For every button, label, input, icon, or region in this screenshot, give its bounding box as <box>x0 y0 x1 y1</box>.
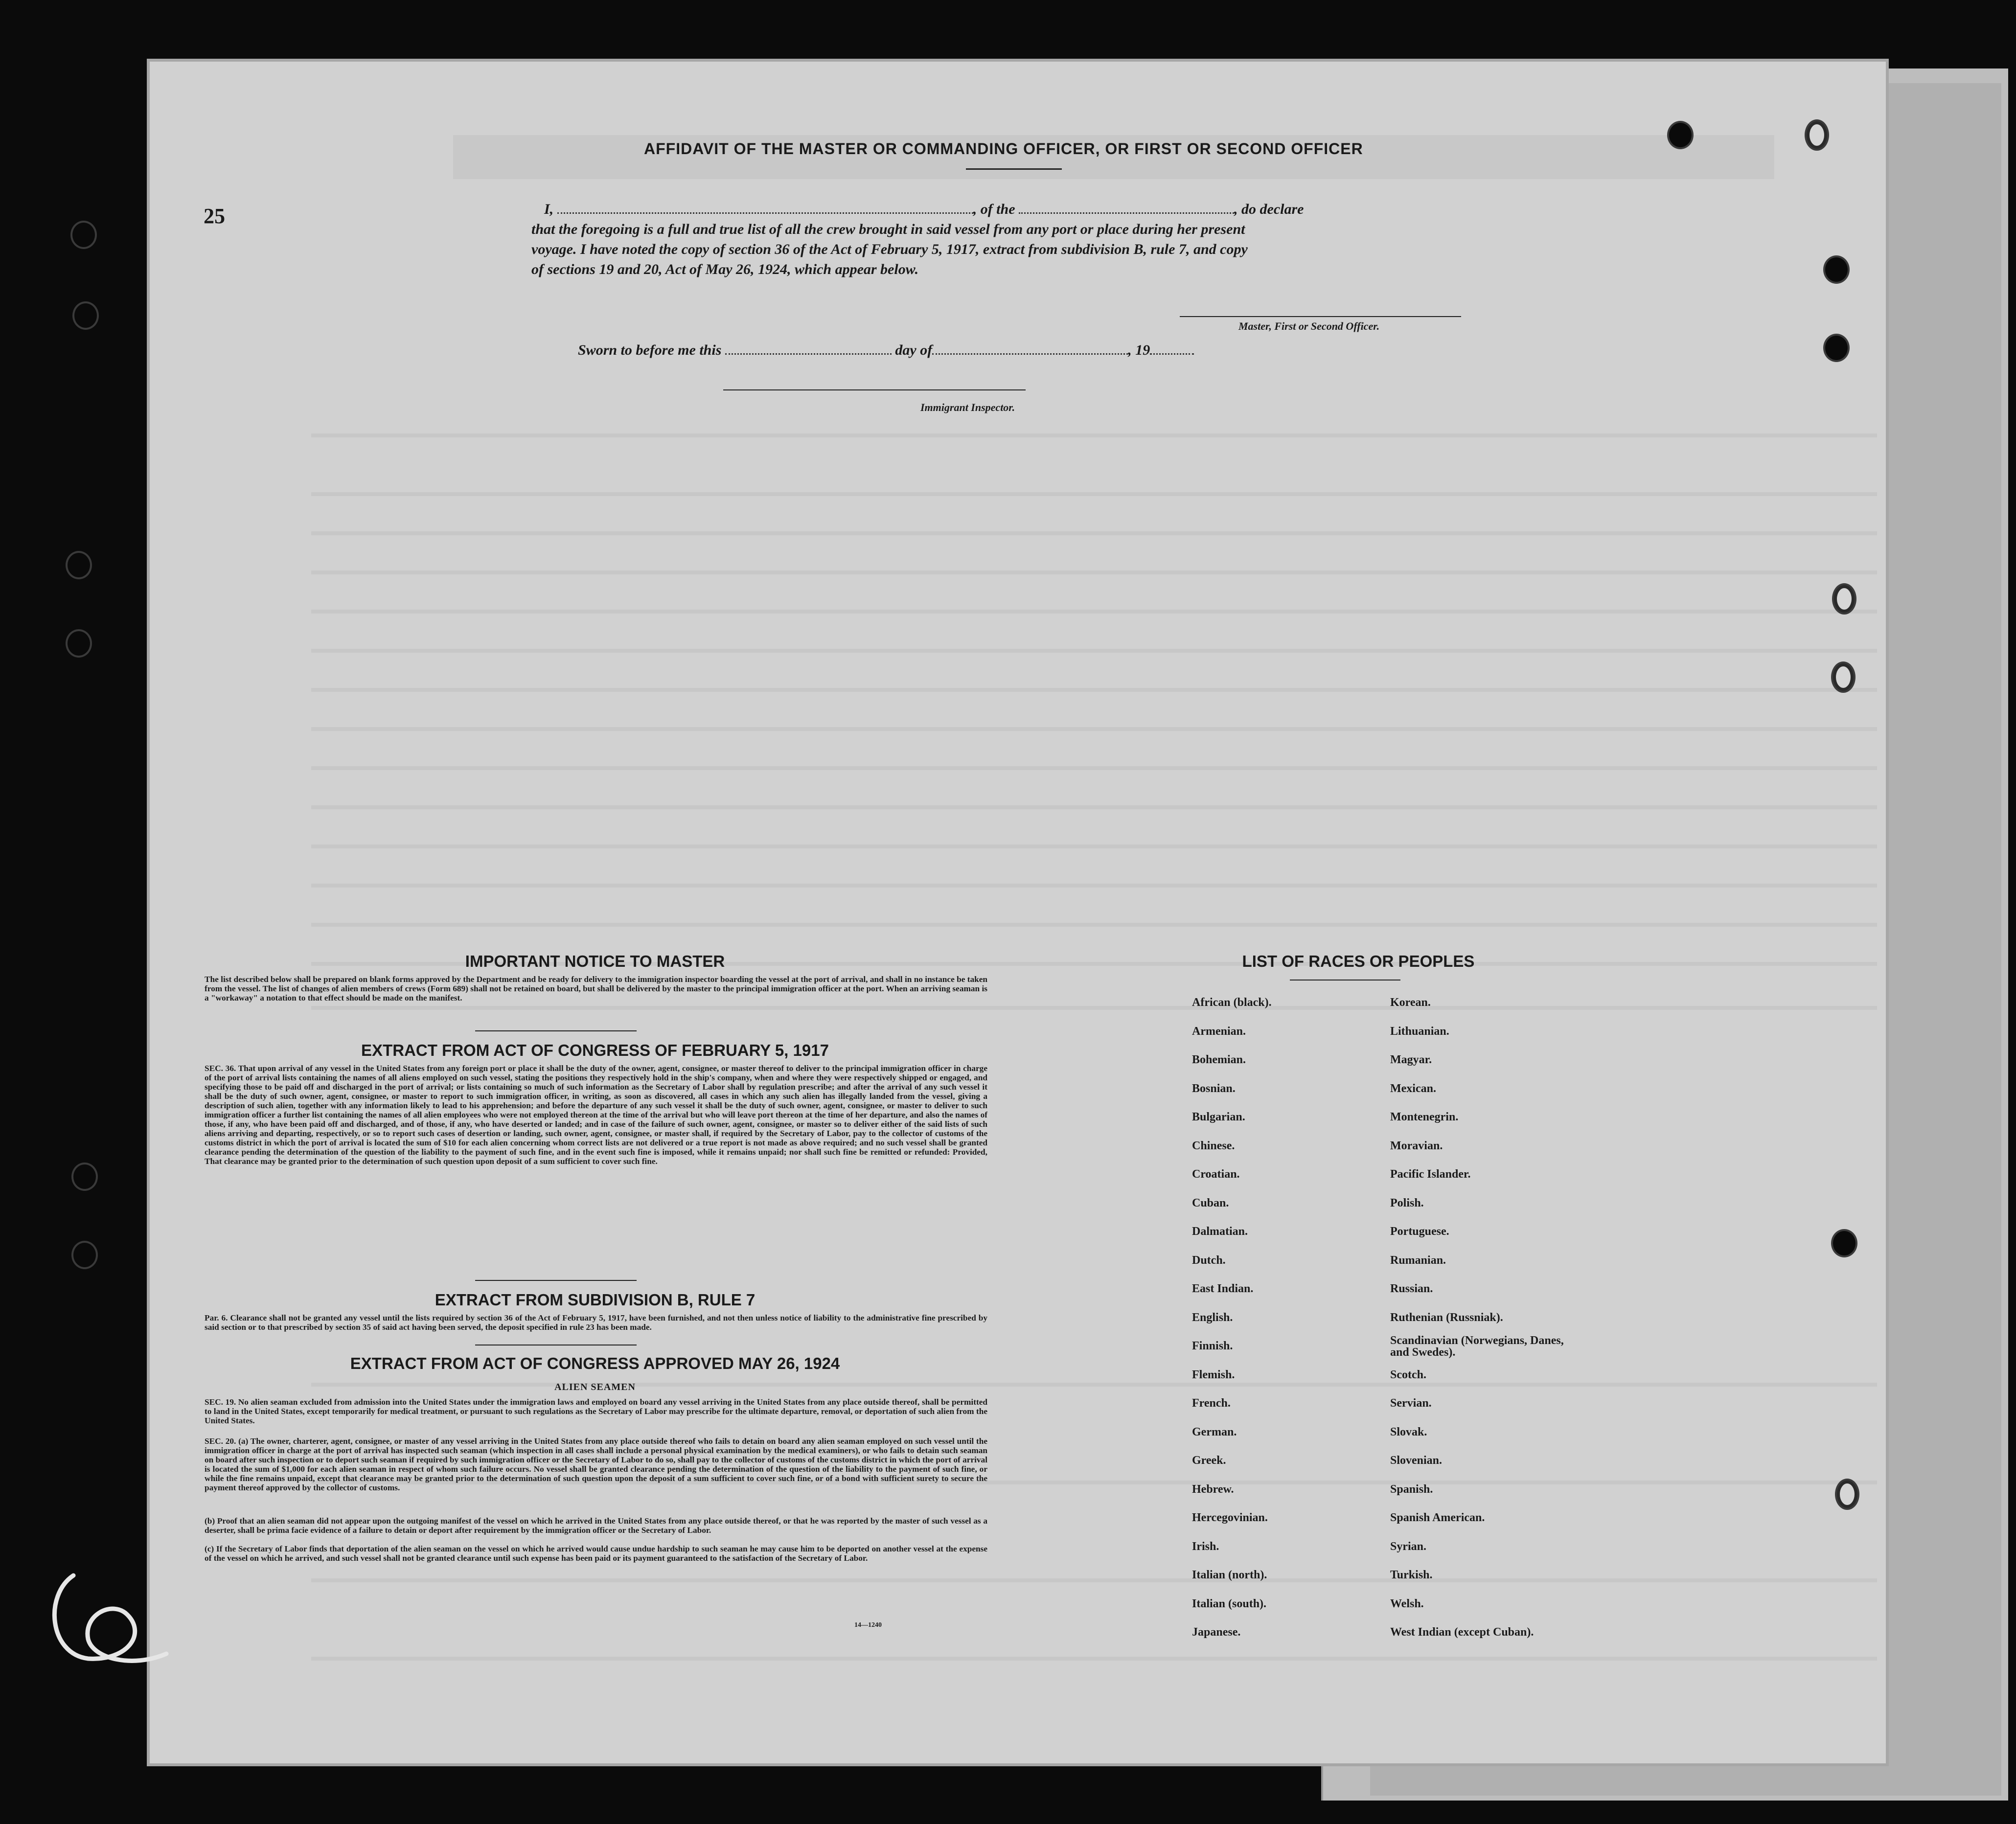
extract-rule7-text: Par. 6. Clearance shall not be granted any vessel until the lists required by section 36 of the Act of February 5, 1917, have been furnished, and not then unless notice of liability to the administrative fine prescribed by said section or to that prescribed by section 35 of said act having been served, the deposit specified in rule 23 has been made. <box>205 1313 987 1332</box>
handwritten-mark <box>29 1556 176 1683</box>
race-item: French. <box>1192 1397 1231 1410</box>
race-item: Scotch. <box>1390 1368 1426 1381</box>
race-item: Polish. <box>1390 1196 1424 1209</box>
corner-number: 25 <box>204 204 225 228</box>
master-signature-line[interactable] <box>1180 316 1461 317</box>
race-item: West Indian (except Cuban). <box>1390 1626 1534 1639</box>
master-signature-label: Master, First or Second Officer. <box>1238 320 1380 332</box>
extract-1924-sec19: SEC. 19. No alien seaman excluded from admission into the United States under the immigration laws and employed on board any vessel arriving in the United States from any place outside thereof, shall be permitted to land in the United States, except temporarily for medical treatment, or pursuant to such regulations as the Secretary of Labor may prescribe for the ultimate departure, removal, or deportation of such alien from the United States. <box>205 1397 987 1425</box>
race-item: Italian (south). <box>1192 1597 1267 1610</box>
race-item: Flemish. <box>1192 1368 1235 1381</box>
binder-hole-icon <box>1833 663 1854 691</box>
race-item: German. <box>1192 1425 1237 1438</box>
sworn-year-blank[interactable] <box>1150 353 1194 355</box>
race-item: Bulgarian. <box>1192 1111 1245 1123</box>
binder-hole-icon <box>1825 336 1848 360</box>
race-item: Italian (north). <box>1192 1569 1267 1581</box>
race-item: Ruthenian (Russniak). <box>1390 1311 1503 1324</box>
binder-hole-icon <box>1807 121 1827 149</box>
race-item: Bohemian. <box>1192 1053 1246 1066</box>
race-item: Turkish. <box>1390 1569 1433 1581</box>
extract-1917-text: SEC. 36. That upon arrival of any vessel in the United States from any foreign port or place it shall be the duty of the owner, agent, consignee, or master thereof to deliver to the principal immigration officer in charge of the port of arrival lists containing the names of all aliens employed on such vessel, stating the positions they respectively hold in the ship's company, when and where they were respectively shipped or engaged, and specifying those to be paid off and discharged in the port of arrival; or lists containing so much of such information as the Secretary of Labor shall by regulation prescribe; and after the arrival of any such vessel it shall be the duty of such owner, agent, consignee, or master to report to such immigration officer, in writing, as soon as discovered, all cases in which any such alien has illegally landed from the vessel, giving a description of such alien, together with any information likely to lead to his apprehension; and before the departure of any such vessel it shall be the duty of such owner, agent, consignee, or master to deliver to such immigration officer a further list containing the names of all alien employees who were not employed thereon at the time of the arrival but who will leave port thereon at the time of her departure, and also the names of those, if any, who have been paid off and discharged, and of those, if any, who have deserted or landed; and in case of the failure of such owner, agent, consignee, or master so to deliver either of the said lists of such aliens arriving and departing, respectively, or so to report such cases of desertion or landing, such owner, agent, consignee, or master shall, if required by the Secretary of Labor, pay to the collector of customs of the customs district in which the port of arrival is located the sum of $10 for each alien concerning whom correct lists are not delivered or a true report is not made as above required; and no such vessel shall be granted clearance pending the determination of the question of the liability to the payment of such fine, and in the event such fine is imposed, while it remains unpaid; nor shall such fine be remitted or refunded: Provided, That clearance may be granted prior to the determination of such question upon deposit of a sum sufficient to cover such fine. <box>205 1064 987 1166</box>
title-underline <box>966 168 1062 170</box>
race-item: Servian. <box>1390 1397 1432 1410</box>
affidavit-line1: I, , of the , do declare <box>544 201 1304 217</box>
binder-hole-icon <box>72 223 95 247</box>
affidavit-line4: of sections 19 and 20, Act of May 26, 1924, which appear below. <box>531 261 919 277</box>
affidavit-line3: voyage. I have noted the copy of section 36 of the Act of February 5, 1917, extract from subdivision B, rule 7, and copy <box>531 241 1248 257</box>
race-item: Hercegovinian. <box>1192 1511 1268 1524</box>
binder-hole-icon <box>1837 1481 1857 1508</box>
race-item: Magyar. <box>1390 1053 1432 1066</box>
notice-title: IMPORTANT NOTICE TO MASTER <box>465 952 725 970</box>
race-item: Spanish. <box>1390 1482 1433 1496</box>
races-title: LIST OF RACES OR PEOPLES <box>1242 952 1475 970</box>
extract-1917-title: EXTRACT FROM ACT OF CONGRESS OF FEBRUARY 5, 1917 <box>361 1041 829 1059</box>
race-item: English. <box>1192 1311 1233 1324</box>
binder-hole-icon <box>73 1243 96 1267</box>
vessel-name-blank[interactable] <box>1019 212 1234 214</box>
race-item: Greek. <box>1192 1454 1226 1467</box>
race-item: Finnish. <box>1192 1340 1233 1352</box>
inspector-signature-line[interactable] <box>723 389 1026 390</box>
race-item: Dutch. <box>1192 1254 1226 1267</box>
race-item: Syrian. <box>1390 1540 1427 1553</box>
binder-hole-icon <box>1825 257 1848 282</box>
race-item: African (black). <box>1192 996 1272 1009</box>
binder-hole-icon <box>73 1164 96 1189</box>
affidavit-title: AFFIDAVIT OF THE MASTER OR COMMANDING OFFICER, OR FIRST OR SECOND OFFICER <box>644 140 1363 158</box>
binder-hole-icon <box>68 553 90 577</box>
affidavit-line2: that the foregoing is a full and true list of all the crew brought in said vessel from any port or place during her present <box>531 221 1245 237</box>
bleed-through-crew-list <box>150 62 1886 1763</box>
section-divider <box>475 1280 637 1281</box>
race-item: Scandinavian (Norwegians, Danes, and Swedes). <box>1390 1334 1564 1359</box>
race-item: Montenegrin. <box>1390 1111 1459 1123</box>
race-item: Cuban. <box>1192 1196 1229 1209</box>
race-item: Hebrew. <box>1192 1482 1234 1496</box>
sworn-day-blank[interactable] <box>725 353 892 355</box>
race-item: Irish. <box>1192 1540 1219 1553</box>
race-item: Croatian. <box>1192 1168 1240 1181</box>
extract-rule7-title: EXTRACT FROM SUBDIVISION B, RULE 7 <box>435 1291 756 1309</box>
race-item: Spanish American. <box>1390 1511 1485 1524</box>
notice-text: The list described below shall be prepared on blank forms approved by the Department and be ready for delivery to the immigration inspector boarding the vessel at the port of arrival, and shall in no instance be taken from the vessel. The list of changes of alien members of crews (Form 689) shall not be retained on board, but shall be delivered by the master to the principal immigration officer at the port. When an arriving seaman is a "workaway" a notation to that effect should be made on the manifest. <box>205 975 987 1003</box>
sworn-month-blank[interactable] <box>932 353 1128 355</box>
race-item: Pacific Islander. <box>1390 1168 1471 1181</box>
binder-hole-icon <box>68 631 90 656</box>
extract-1924-sec20b: (b) Proof that an alien seaman did not appear upon the outgoing manifest of the vessel on which he arrived in the United States from any place outside thereof, or that he was reported by the master of such vessel as a deserter, shall be prima facie evidence of a failure to detain or deport after requirement by the immigration officer or the Secretary of Labor. <box>205 1516 987 1535</box>
master-name-blank[interactable] <box>557 212 973 214</box>
race-item: Japanese. <box>1192 1626 1241 1639</box>
extract-1924-subtitle: ALIEN SEAMEN <box>554 1382 636 1392</box>
extract-1924-sec20c: (c) If the Secretary of Labor finds that deportation of the alien seaman on the vessel on which he arrived would cause undue hardship to such seaman he may cause him to be deported on another vessel at the expense of the vessel on which he arrived, and such vessel shall not be granted clearance until such expense has been paid or its payment guaranteed to the satisfaction of the Secretary of Labor. <box>205 1544 987 1563</box>
sworn-line: Sworn to before me this day of , 19 <box>578 341 1194 360</box>
form-number: 14—1240 <box>854 1621 882 1629</box>
race-item: Korean. <box>1390 996 1431 1009</box>
race-item: Portuguese. <box>1390 1225 1449 1238</box>
extract-1924-sec20a: SEC. 20. (a) The owner, charterer, agent, consignee, or master of any vessel arriving in the United States from any place outside thereof who fails to detain on board any alien seaman employed on such vessel until the immigration officer in charge at the port of arrival has inspected such seaman (which inspection in all cases shall include a personal physical examination by the medical examiners), or who fails to detain such seaman on board after such inspection or to deport such seaman if required by such immigration officer or the Secretary of Labor to do so, shall pay to the collector of customs of the customs district in which the port of arrival is located the sum of $1,000 for each alien seaman in respect of whom such failure occurs. No vessel shall be granted clearance pending the determination of the question of the liability to the payment of such fine, or while the fine remains unpaid, except that clearance may be granted prior to the determination of such question upon the deposit of a sum sufficient to cover such fine, or of a bond with sufficient surety to secure the payment thereof approved by the collector of customs. <box>205 1436 987 1492</box>
race-item: Slovenian. <box>1390 1454 1443 1467</box>
race-item: Slovak. <box>1390 1425 1427 1438</box>
race-item: Bosnian. <box>1192 1082 1236 1095</box>
race-item: Mexican. <box>1390 1082 1436 1095</box>
race-item: Russian. <box>1390 1282 1433 1295</box>
manifest-page <box>147 59 1889 1766</box>
binder-hole-icon <box>1834 585 1855 613</box>
race-item: Welsh. <box>1390 1597 1424 1610</box>
binder-hole-icon <box>1669 123 1692 147</box>
race-item: Dalmatian. <box>1192 1225 1248 1238</box>
race-item: Moravian. <box>1390 1139 1443 1152</box>
race-item: Lithuanian. <box>1390 1025 1449 1038</box>
section-divider <box>475 1030 637 1031</box>
race-item: Chinese. <box>1192 1139 1235 1152</box>
extract-1924-title: EXTRACT FROM ACT OF CONGRESS APPROVED MAY 26, 1924 <box>350 1354 840 1372</box>
inspector-label: Immigrant Inspector. <box>920 401 1015 413</box>
race-item: Armenian. <box>1192 1025 1246 1038</box>
binder-hole-icon <box>74 303 97 328</box>
race-item: Rumanian. <box>1390 1254 1446 1267</box>
race-item: East Indian. <box>1192 1282 1254 1295</box>
binder-hole-icon <box>1833 1231 1856 1255</box>
